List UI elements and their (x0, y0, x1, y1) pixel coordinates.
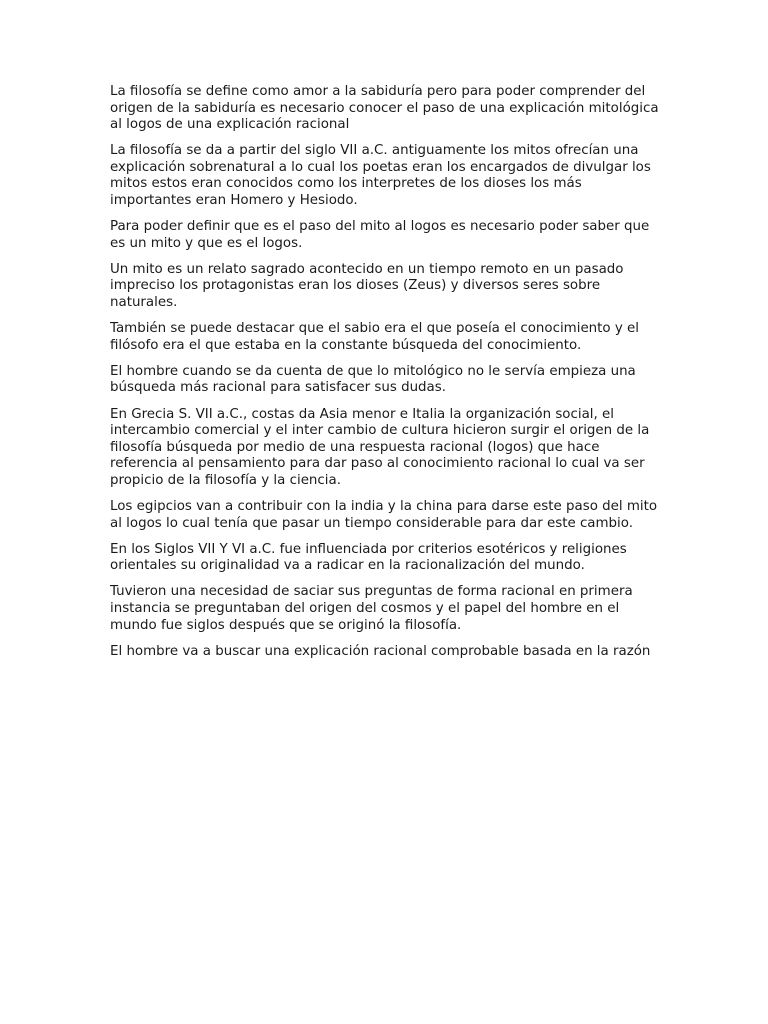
paragraph-3: Para poder definir que es el paso del mito al logos es necesario poder saber que es un mito y que es el logos. (110, 219, 650, 251)
paragraph-7: En Grecia S. VII a.C., costas da Asia menor e Italia la organización social, el intercambio comercial y el inter cambio de cultura hicieron surgir el origen de la filosofía búsqueda por medio de una respuesta racional (logos) que hace referencia al pensamiento para dar paso al conocimiento racional lo cual va ser propicio de la filosofía y la ciencia. (110, 406, 650, 488)
paragraph-11: El hombre va a buscar una explicación racional comprobable basada en la razón (110, 643, 651, 659)
paragraph-10: Tuvieron una necesidad de saciar sus preguntas de forma racional en primera instancia se preguntaban del origen del cosmos y el papel del hombre en el mundo fue siglos después que se originó la filosofía. (110, 584, 633, 633)
document-page (110, 84, 666, 670)
paragraph-9: En los Siglos VII Y VI a.C. fue influenciada por criterios esotéricos y religiones orientales su originalidad va a radicar en la racionalización del mundo. (110, 541, 627, 574)
paragraph-8: Los egipcios van a contribuir con la india y la china para darse este paso del mito al logos lo cual tenía que pasar un tiempo considerable para dar este cambio. (110, 498, 658, 531)
paragraph-4: Un mito es un relato sagrado acontecido en un tiempo remoto en un pasado impreciso los protagonistas eran los dioses (Zeus) y diversos seres sobre naturales. (110, 261, 624, 311)
paragraph-2: La filosofía se da a partir del siglo VII a.C. antiguamente los mitos ofrecían una explicación sobrenatural a lo cual los poetas eran los encargados de divulgar los mitos estos eran conocidos como los interpretes de los dioses los más importantes eran Homero y Hesiodo. (110, 143, 651, 209)
paragraph-1: La filosofía se define como amor a la sabiduría pero para poder comprender del origen de la sabiduría es necesario conocer el paso de una explicación mitológica al logos de una explicación racional (110, 84, 659, 133)
paragraph-6: El hombre cuando se da cuenta de que lo mitológico no le servía empieza una búsqueda más racional para satisfacer sus dudas. (110, 363, 636, 396)
paragraph-5: También se puede destacar que el sabio era el que poseía el conocimiento y el filósofo era el que estaba en la constante búsqueda del conocimiento. (110, 321, 640, 353)
